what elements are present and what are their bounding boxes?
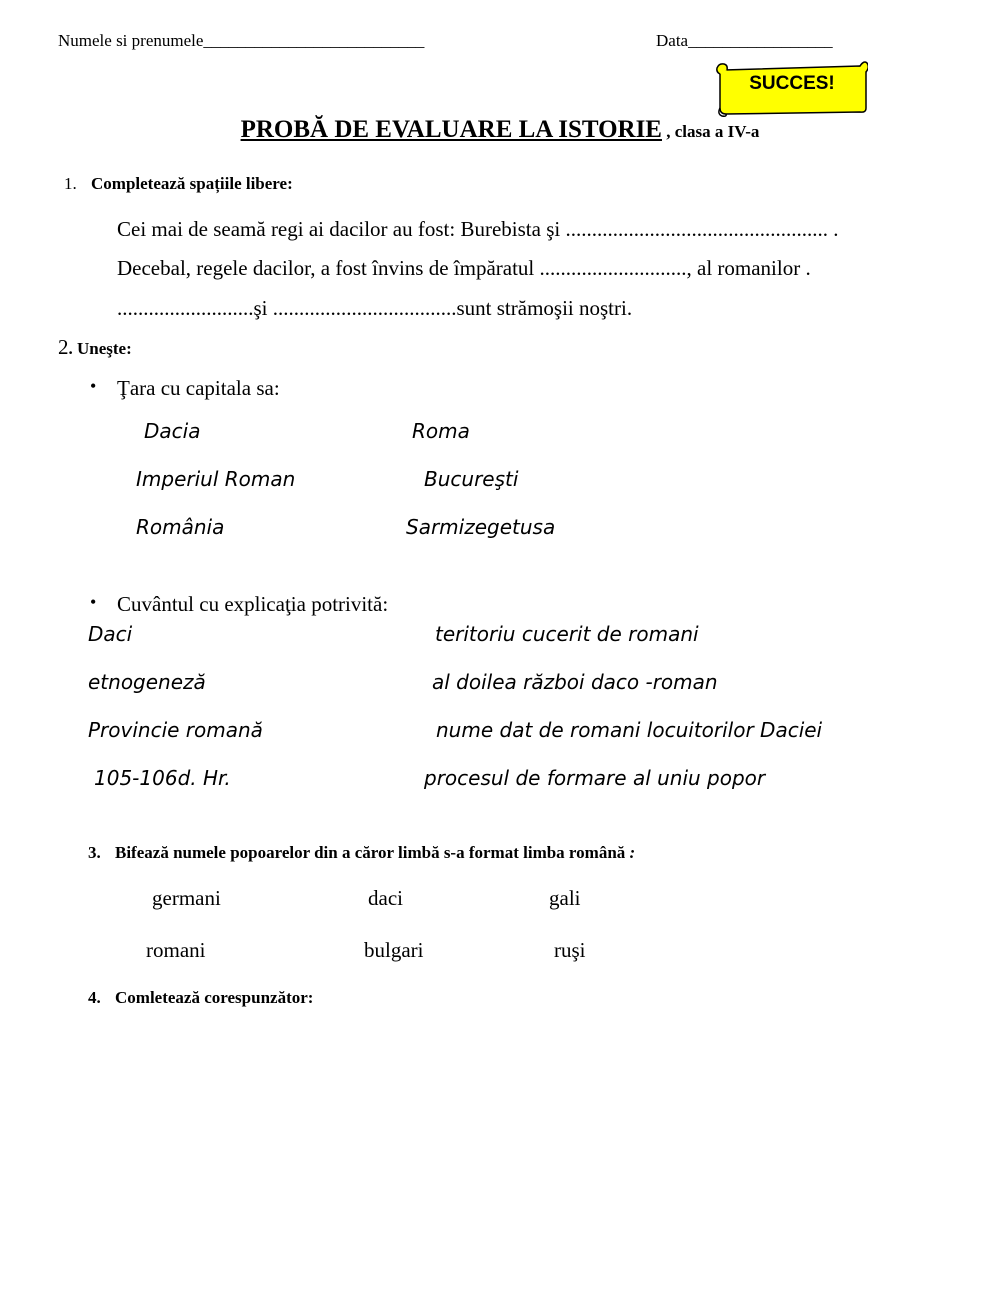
q4-heading-text: Comletează corespunzător: [115,988,314,1007]
q2-heading-text: . Uneşte: [68,339,132,358]
q1-line-1[interactable]: Cei mai de seamă regi ai dacilor au fost: Burebista şi .................................................. . [117,217,839,241]
q2-heading [58,335,132,360]
q2-definition[interactable]: al doilea război daco -roman [432,670,718,694]
name-blank[interactable]: __________________________ [203,31,425,50]
q3-heading [88,843,635,863]
q2-part1-prompt: • Ţara cu capitala sa: [117,376,280,401]
q3-option[interactable]: ruşi [554,938,586,962]
q3-option[interactable]: gali [549,886,581,910]
q3-option[interactable]: romani [146,938,206,962]
q4-number: 4. [88,988,101,1007]
q1-line-2[interactable]: Decebal, regele dacilor, a fost învins de împăratul ............................, al romanilor . [117,256,811,280]
q1-number: 1. [64,174,77,193]
q2-definition[interactable]: teritoriu cucerit de romani [435,622,699,646]
q2-term[interactable]: Provincie romană [88,718,263,742]
q3-option[interactable]: daci [368,886,403,910]
q1-heading [64,174,293,194]
date-label: Data [656,31,689,50]
q2-definition[interactable]: procesul de formare al uniu popor [424,766,766,790]
q2-left-item[interactable]: Dacia [144,419,201,443]
title-main: PROBĂ DE EVALUARE LA ISTORIE [240,116,662,143]
q2-part2-prompt: • Cuvântul cu explicaţia potrivită: [117,592,388,617]
date-blank[interactable]: _________________ [688,31,833,50]
date-field[interactable] [656,31,833,51]
q2-term[interactable]: etnogeneză [88,670,206,694]
name-field[interactable] [58,31,424,51]
q3-option[interactable]: germani [152,886,221,910]
q3-heading-text: Bifează numele popoarelor din a căror limbă s-a format limba română [115,843,630,862]
q3-heading-colon: : [629,843,636,862]
page-title [0,116,1000,144]
name-label: Numele si prenumele [58,31,204,50]
q2-left-item[interactable]: Imperiul Roman [136,467,296,491]
title-subtitle: , clasa a IV-a [661,122,760,141]
q2-left-item[interactable]: România [136,515,225,539]
q2-number: 2 [58,335,69,359]
q3-option[interactable]: bulgari [364,938,424,962]
banner-text: SUCCES! [749,73,835,94]
q4-heading [88,988,313,1008]
q3-number: 3. [88,843,101,862]
q2-term[interactable]: 105-106d. Hr. [94,766,231,790]
q2-right-item[interactable]: Sarmizegetusa [406,515,556,539]
q2-definition[interactable]: nume dat de romani locuitorilor Daciei [436,718,823,742]
q2-right-item[interactable]: Bucureşti [424,467,519,491]
q1-heading-text: Completează spațiile libere: [91,174,293,193]
q2-right-item[interactable]: Roma [412,419,470,443]
q2-term[interactable]: Daci [88,622,133,646]
q1-line-3[interactable]: ..........................şi ...................................sunt strămoşii noştri. [117,296,633,320]
